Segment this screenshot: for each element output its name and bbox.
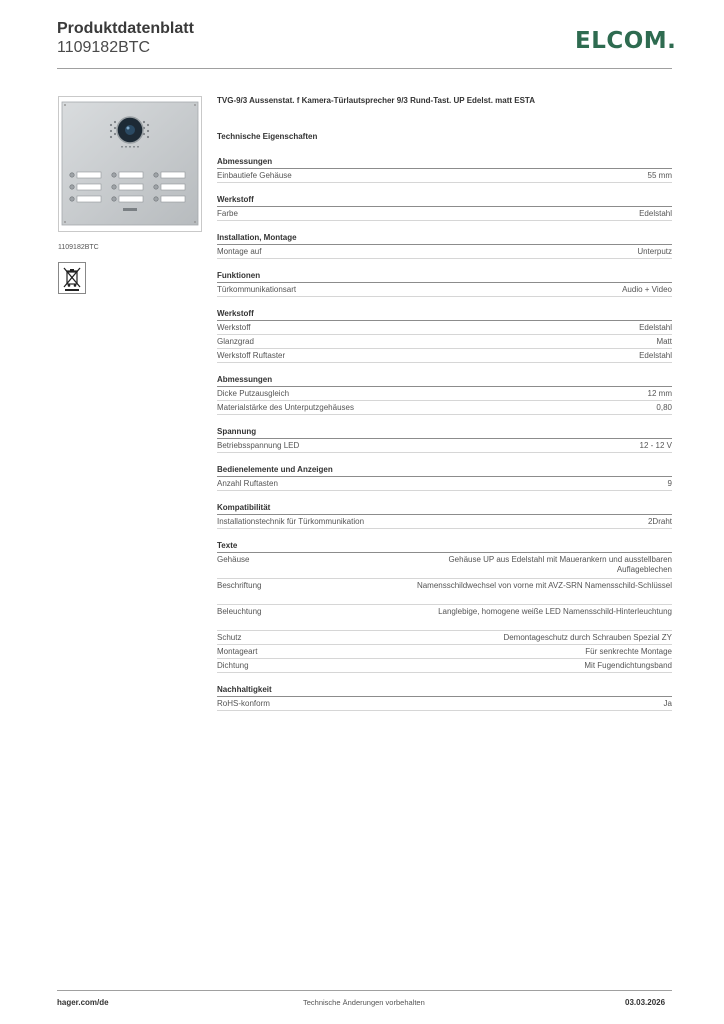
spec-label: Farbe (217, 209, 238, 218)
spec-section (217, 270, 672, 297)
section-heading: Bedienelemente und Anzeigen (217, 464, 672, 477)
spec-row (217, 579, 672, 605)
spec-section (217, 464, 672, 491)
spec-value: 55 mm (647, 171, 672, 180)
spec-section (217, 194, 672, 221)
product-image (58, 96, 202, 232)
spec-row (217, 645, 672, 659)
product-title: TVG-9/3 Aussenstat. f Kamera-Türlautsprecher 9/3 Rund-Tast. UP Edelst. matt ESTA (217, 96, 536, 105)
spec-value: Namensschildwechsel von vorne mit AVZ-SRN Namensschild-Schlüssel (416, 581, 672, 590)
spec-label: Montageart (217, 647, 258, 656)
section-heading: Abmessungen (217, 156, 672, 169)
tech-properties-heading: Technische Eigenschaften (217, 132, 318, 141)
spec-row (217, 515, 672, 529)
spec-row (217, 387, 672, 401)
spec-row (217, 477, 672, 491)
spec-row (217, 283, 672, 297)
footer-date: 03.03.2026 (625, 998, 666, 1007)
spec-label: Einbautiefe Gehäuse (217, 171, 292, 180)
spec-section (217, 684, 672, 711)
spec-section (217, 232, 672, 259)
spec-label: Schutz (217, 633, 242, 642)
section-heading: Nachhaltigkeit (217, 684, 672, 697)
spec-value: Edelstahl (639, 209, 672, 218)
section-heading: Kompatibilität (217, 502, 672, 515)
spec-row (217, 335, 672, 349)
spec-sheet (217, 96, 672, 711)
spec-row (217, 439, 672, 453)
spec-value: Mit Fugendichtungsband (584, 661, 672, 670)
door-station-plate-icon (59, 97, 201, 231)
spec-row (217, 605, 672, 631)
spec-label: Werkstoff Ruftaster (217, 351, 286, 360)
spec-value: 12 - 12 V (639, 441, 672, 450)
weee-icon (58, 262, 86, 294)
article-number: 1109182BTC (57, 39, 151, 56)
spec-row (217, 659, 672, 673)
spec-row (217, 321, 672, 335)
spec-label: Anzahl Ruftasten (217, 479, 278, 488)
spec-value: Langlebige, homogene weiße LED Namensschild-Hinterleuchtung (438, 607, 672, 616)
spec-value: Für senkrechte Montage (585, 647, 672, 656)
spec-section (217, 374, 672, 415)
footer-note: Technische Änderungen vorbehalten (303, 998, 425, 1007)
spec-row (217, 245, 672, 259)
spec-label: Installationstechnik für Türkommunikation (217, 517, 365, 526)
spec-label: Gehäuse (217, 555, 250, 564)
spec-label: Werkstoff (217, 323, 251, 332)
spec-value: Edelstahl (639, 323, 672, 332)
section-heading: Abmessungen (217, 374, 672, 387)
spec-label: Materialstärke des Unterputzgehäuses (217, 403, 354, 412)
spec-label: Dicke Putzausgleich (217, 389, 290, 398)
spec-row (217, 169, 672, 183)
spec-section (217, 156, 672, 183)
section-heading: Spannung (217, 426, 672, 439)
spec-value: Unterputz (637, 247, 672, 256)
spec-label: Montage auf (217, 247, 262, 256)
section-heading: Werkstoff (217, 308, 672, 321)
spec-value: Demontageschutz durch Schrauben Spezial ZY (503, 633, 672, 642)
spec-row (217, 401, 672, 415)
section-heading: Werkstoff (217, 194, 672, 207)
footer-divider (57, 990, 672, 991)
spec-sections (217, 156, 672, 711)
image-caption: 1109182BTC (58, 244, 99, 251)
spec-label: Beleuchtung (217, 607, 262, 616)
spec-value: Edelstahl (639, 351, 672, 360)
spec-value: 12 mm (647, 389, 672, 398)
section-heading: Texte (217, 540, 672, 553)
spec-row (217, 631, 672, 645)
spec-value: Gehäuse UP aus Edelstahl mit Mauerankern und ausstellbaren Auflageblechen (448, 555, 672, 574)
spec-value: 9 (667, 479, 672, 488)
spec-value: 2Draht (647, 517, 672, 526)
spec-label: Dichtung (217, 661, 249, 670)
page-title: Produktdatenblatt (57, 20, 194, 37)
spec-section (217, 426, 672, 453)
header-divider (57, 68, 672, 69)
spec-label: RoHS-konform (217, 699, 270, 708)
section-heading: Funktionen (217, 270, 672, 283)
spec-row (217, 553, 672, 579)
elcom-logo: ELCOM. (575, 28, 677, 54)
spec-row (217, 697, 672, 711)
spec-section (217, 308, 672, 363)
spec-section (217, 502, 672, 529)
spec-row (217, 207, 672, 221)
spec-value: Ja (663, 699, 672, 708)
footer-website: hager.com/de (57, 998, 109, 1007)
spec-value: 0,80 (656, 403, 672, 412)
spec-row (217, 349, 672, 363)
spec-value: Matt (656, 337, 672, 346)
spec-section (217, 540, 672, 673)
spec-label: Betriebsspannung LED (217, 441, 300, 450)
spec-label: Beschriftung (217, 581, 262, 590)
spec-label: Türkommunikationsart (217, 285, 297, 294)
spec-label: Glanzgrad (217, 337, 254, 346)
spec-value: Audio + Video (622, 285, 672, 294)
section-heading: Installation, Montage (217, 232, 672, 245)
